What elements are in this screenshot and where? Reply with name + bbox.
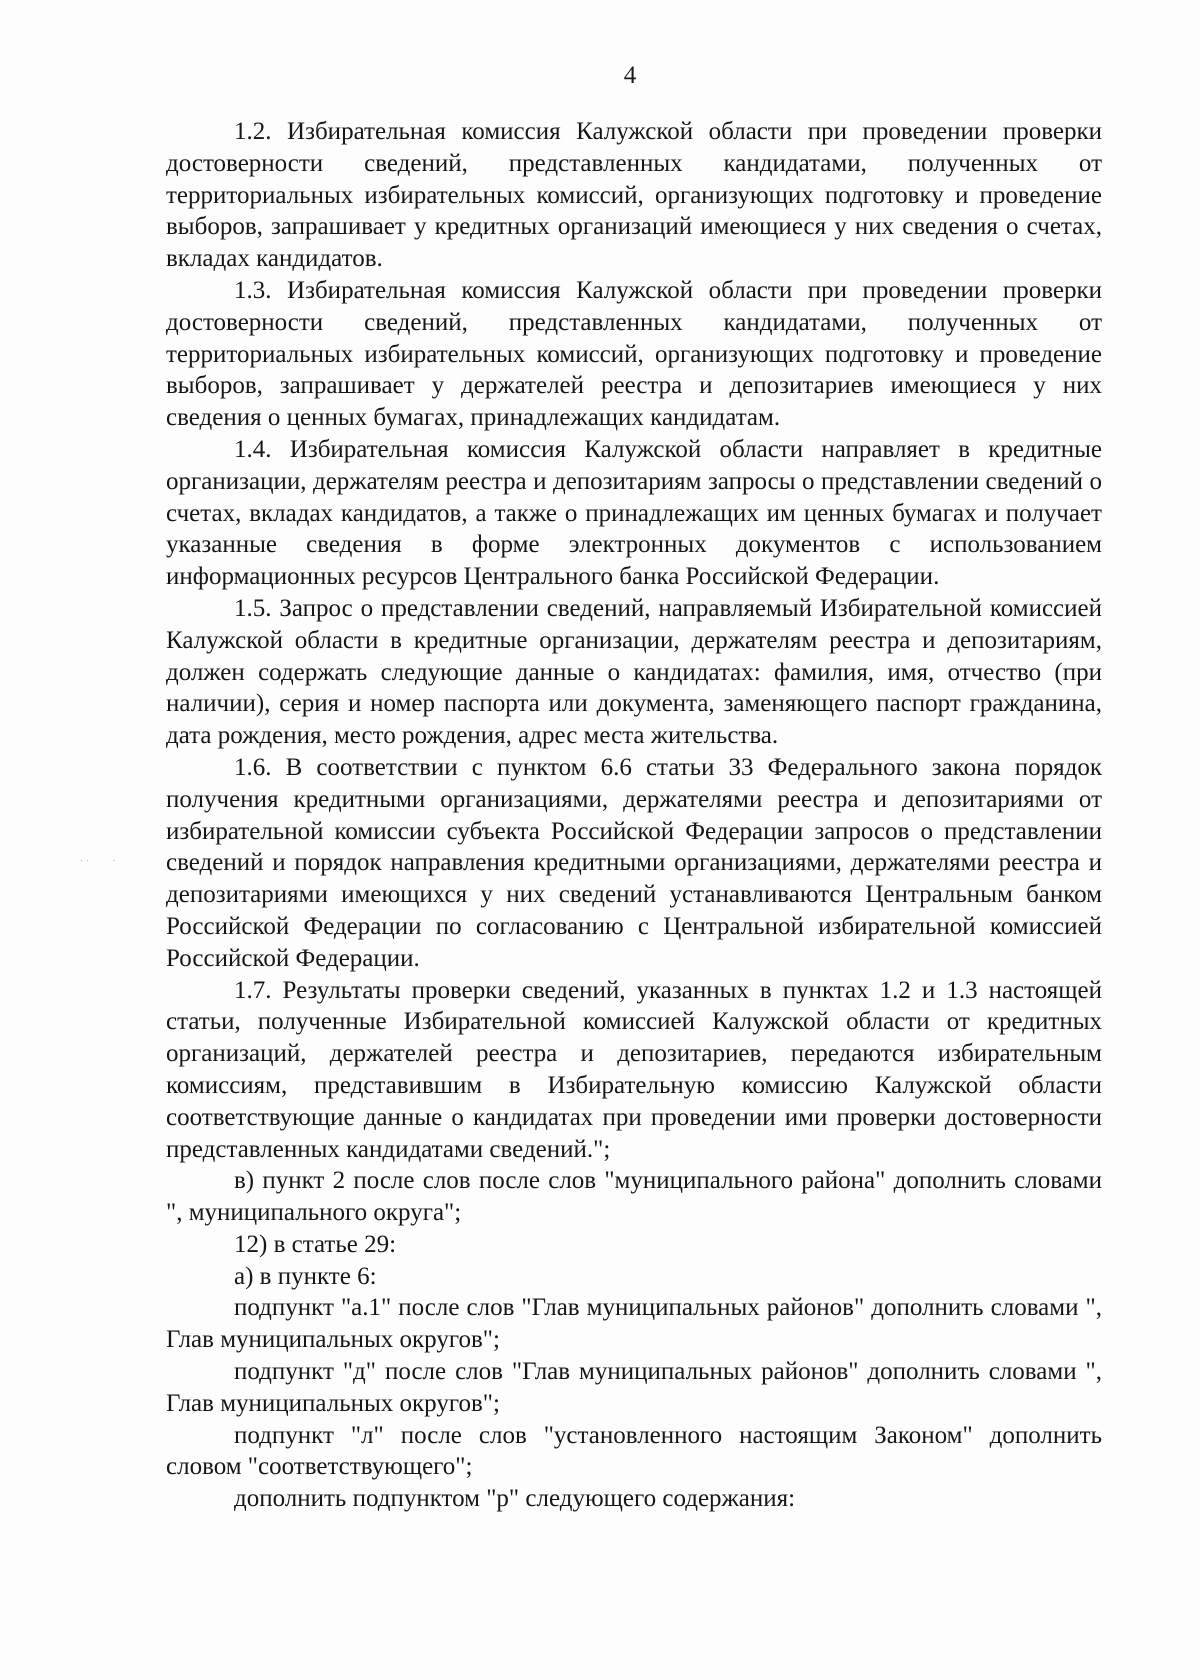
paragraph-1-2: 1.2. Избирательная комиссия Калужской области при проведении проверки достоверности сведений, представленных кандидатами, полученных от территориальных избирательных комиссий, организующих подготовку и проведение выборов, запрашивает у кредитных организаций имеющиеся у них сведения о счетах, вкладах кандидатов. [166, 118, 1102, 273]
scan-artifact: ⋅⋅ ⋅ [80, 856, 119, 867]
paragraph-podpunkt-r: дополнить подпунктом "р" следующего содержания: [234, 1485, 796, 1513]
paragraph-v-punkt-2: в) пункт 2 после слов после слов "муниципального района" дополнить словами ", муниципального округа"; [166, 1167, 1102, 1227]
paragraph-podpunkt-a1: подпункт "а.1" после слов "Глав муниципальных районов" дополнить словами ", Глав муниципальных округов"; [166, 1294, 1102, 1354]
paragraph-a-punkt-6: а) в пункте 6: [234, 1262, 377, 1290]
document-body [166, 116, 1102, 1515]
paragraph-1-7: 1.7. Результаты проверки сведений, указанных в пунктах 1.2 и 1.3 настоящей статьи, полученные Избирательной комиссией Калужской области от кредитных организаций, держателей реестра и депозитариев, передаются избирательным комиссиям, представившим в Избирательную комиссию Калужской области соответствующие данные о кандидатах при проведении ими проверки достоверности представленных кандидатами сведений."; [166, 976, 1102, 1163]
paragraph-1-4: 1.4. Избирательная комиссия Калужской области направляет в кредитные организации, держателям реестра и депозитариям запросы о представлении сведений о счетах, вкладах кандидатов, а также о принадлежащих им ценных бумагах и получает указанные сведения в форме электронных документов с использованием информационных ресурсов Центрального банка Российской Федерации. [166, 435, 1102, 591]
paragraph-12-statya-29: 12) в статье 29: [234, 1230, 397, 1258]
paragraph-1-3: 1.3. Избирательная комиссия Калужской области при проведении проверки достоверности сведений, представленных кандидатами, полученных от территориальных избирательных комиссий, организующих подготовку и проведение выборов, запрашивает у держателей реестра и депозитариев имеющиеся у них сведения о ценных бумагах, принадлежащих кандидатам. [166, 276, 1102, 432]
paragraph-1-6: 1.6. В соответствии с пунктом 6.6 статьи 33 Федерального закона порядок получения кредитными организациями, держателями реестра и депозитариями от избирательной комиссии субъекта Российской Федерации запросов о представлении сведений и порядок направления кредитными организациями, держателями реестра и депозитариями имеющихся у них сведений устанавливаются Центральным банком Российской Федерации по согласованию с Центральной избирательной комиссией Российской Федерации. [166, 753, 1102, 972]
paragraph-podpunkt-l: подпункт "л" после слов "установленного настоящим Законом" дополнить словом "соответствующего"; [166, 1421, 1102, 1481]
paragraph-1-5: 1.5. Запрос о представлении сведений, направляемый Избирательной комиссией Калужской области в кредитные организации, держателям реестра и депозитариям, должен содержать следующие данные о кандидатах: фамилия, имя, отчество (при наличии), серия и номер паспорта или документа, заменяющего паспорт гражданина, дата рождения, место рождения, адрес места жительства. [166, 594, 1102, 750]
page-number: 4 [623, 62, 637, 89]
paragraph-podpunkt-d: подпункт "д" после слов "Глав муниципальных районов" дополнить словами ", Глав муниципальных округов"; [166, 1358, 1102, 1417]
